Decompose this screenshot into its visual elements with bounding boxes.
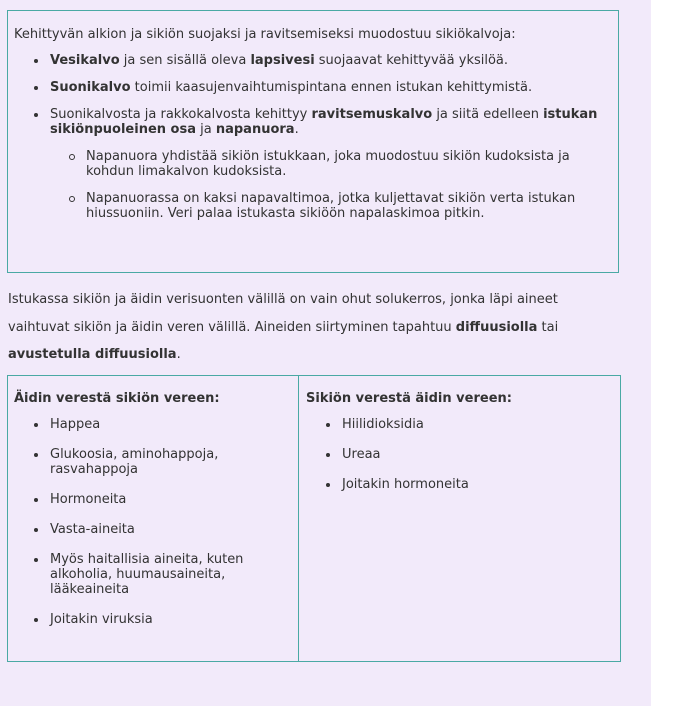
intro-text: Kehittyvän alkion ja sikiön suojaksi ja ravitsemiseksi muodostuu sikiökalvoja:	[14, 27, 516, 42]
list-item: Joitakin hormoneita	[342, 477, 606, 492]
column-heading: Äidin verestä sikiön vereen:	[14, 391, 220, 406]
sub-list-item: Napanuora yhdistää sikiön istukkaan, joka muodostuu sikiön kudoksista ja kohdun limakalvon kudoksista.	[86, 149, 606, 179]
mother-to-fetus-column	[14, 391, 284, 642]
list-item: Suonikalvo toimii kaasujenvaihtumispintana ennen istukan kehittymistä.	[50, 80, 610, 95]
sub-list-item: Napanuorassa on kaksi napavaltimoa, jotka kuljettavat sikiön verta istukan hiussuoniin. Veri palaa istukasta sikiöön napalaskimoa pitkin.	[86, 191, 606, 221]
placenta-paragraph: Istukassa sikiön ja äidin verisuonten välillä on vain ohut solukerros, jonka läpi aineet vaihtuvat sikiön ja äidin veren välillä. Aineiden siirtyminen tapahtuu diffuusiolla tai avustetulla diffuusiolla.	[8, 292, 559, 362]
fetus-to-mother-column	[306, 391, 606, 507]
column-heading: Sikiön verestä äidin vereen:	[306, 391, 512, 406]
membranes-list	[50, 53, 610, 233]
list-item: Vasta-aineita	[50, 522, 284, 537]
exchange-table	[7, 375, 621, 662]
list-item: Vesikalvo ja sen sisällä oleva lapsivesi suojaavat kehittyvää yksilöä.	[50, 53, 610, 68]
list-item: Ureaa	[342, 447, 606, 462]
fetus-to-mother-list	[342, 417, 606, 492]
fetal-membranes-box	[7, 10, 619, 273]
list-item: Happea	[50, 417, 284, 432]
list-item: Joitakin viruksia	[50, 612, 284, 627]
list-item: Hormoneita	[50, 492, 284, 507]
umbilical-sublist	[86, 149, 606, 221]
list-item: Hiilidioksidia	[342, 417, 606, 432]
list-item: Myös haitallisia aineita, kuten alkoholia, huumausaineita, lääkeaineita	[50, 552, 284, 597]
mother-to-fetus-list	[50, 417, 284, 627]
list-item: Glukoosia, aminohappoja, rasvahappoja	[50, 447, 284, 477]
list-item: Suonikalvosta ja rakkokalvosta kehittyy ravitsemuskalvo ja siitä edelleen istukan sikiönpuoleinen osa ja napanuora. Napanuora yhdistää sikiön istukkaan, joka muodostuu sikiön kudoksista ja kohdun limakalvon kudoksista. Napanuorassa on kaksi napavaltimoa, jotka kuljettavat sikiön verta istukan hiussuoniin. Veri palaa istukasta sikiöön napalaskimoa pitkin.	[50, 107, 610, 221]
column-divider	[298, 376, 299, 661]
